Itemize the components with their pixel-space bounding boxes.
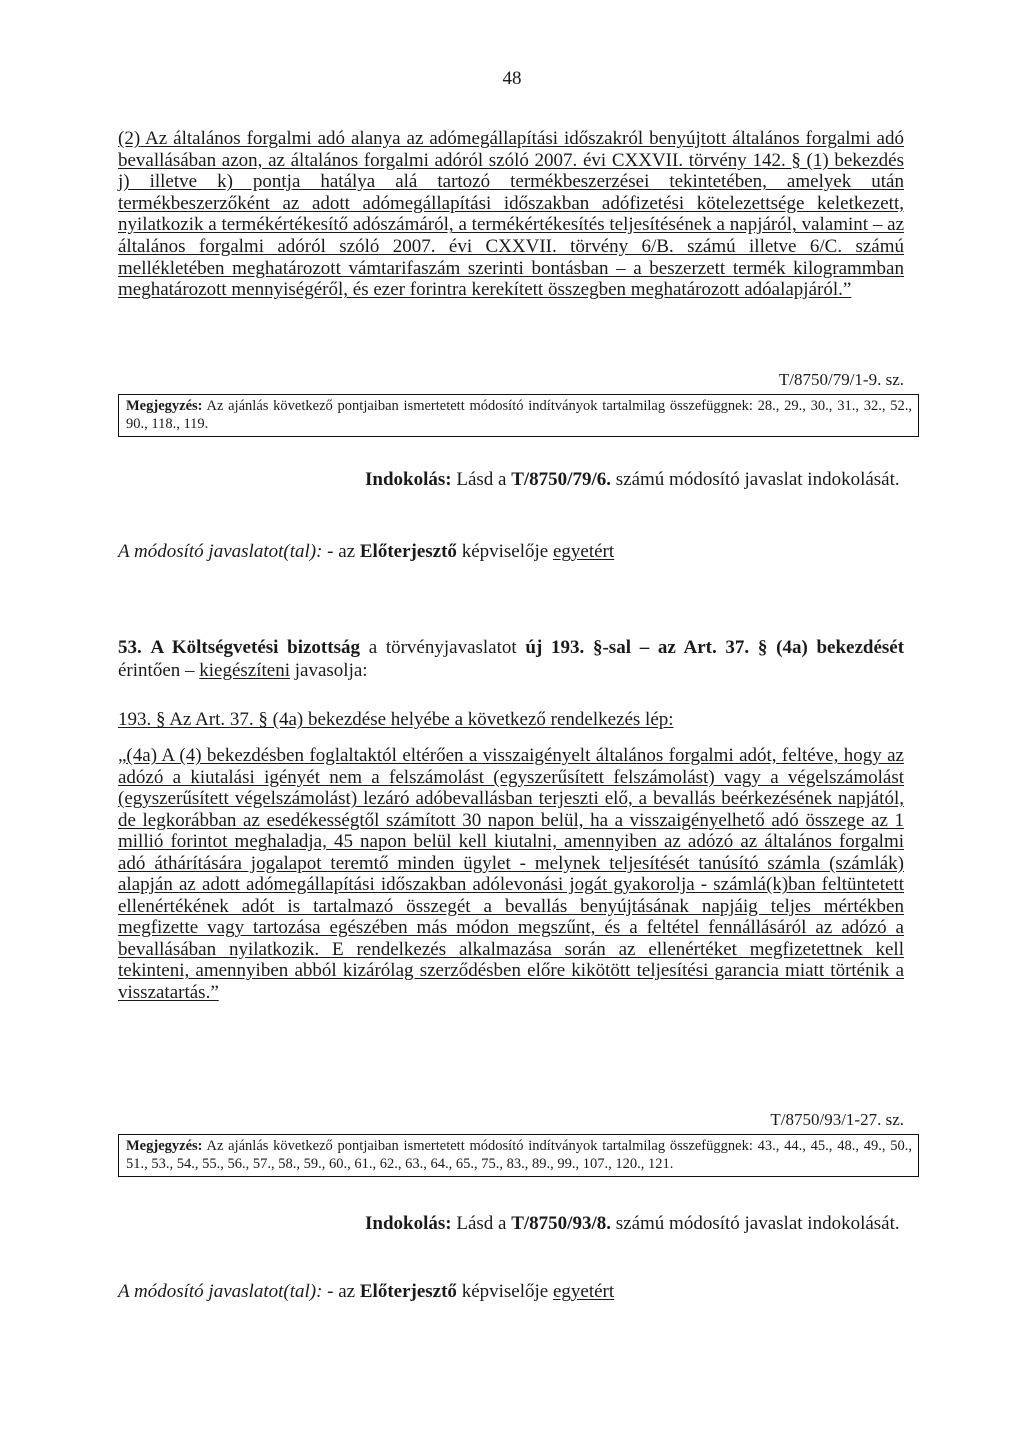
agreement-status-2: egyetért	[552, 1281, 615, 1302]
reference-number-2: T/8750/93/1-27. sz.	[770, 1110, 904, 1129]
note-label-2: Megjegyzés:	[126, 1138, 203, 1154]
paragraph-number: (2)	[118, 128, 141, 149]
item-verb: kiegészíteni	[199, 660, 291, 681]
agreement-label-2: A módosító javaslatot(tal):	[118, 1281, 323, 1302]
agreement-text-2: képviselője	[461, 541, 549, 562]
note-box	[118, 394, 919, 437]
paragraph-2	[118, 128, 904, 301]
committee-name: A Költségvetési bizottság	[150, 637, 360, 658]
note-label: Megjegyzés:	[126, 398, 203, 414]
agreement-presenter-2: Előterjesztő	[359, 1281, 457, 1302]
reference-number: T/8750/79/1-9. sz.	[778, 370, 904, 389]
justification-text: Lásd a	[456, 469, 507, 490]
agreement-line	[118, 541, 614, 563]
item-text-2: érintően –	[118, 660, 195, 681]
agreement-status: egyetért	[552, 541, 615, 562]
note-text-2: Az ajánlás következő pontjaiban ismertetett módosító indítványok tartalmilag összefüggnek: 43., 44., 45., 48., 49., 50., 51., 53., 54., 55., 56., 57., 58., 59., 60., 61., 62., 63., 64., 65., 75., 83., 89., 99., 107., 120., 121.	[126, 1138, 912, 1172]
justification-label-2: Indokolás:	[365, 1213, 452, 1234]
justification-text-2: Lásd a	[456, 1213, 507, 1234]
justification-text-end-2: számú módosító javaslat indokolását.	[615, 1213, 900, 1234]
item-number: 53.	[118, 637, 142, 658]
agreement-text-3: - az	[327, 1281, 356, 1302]
agreement-text: - az	[327, 541, 356, 562]
item-text-1: a törvényjavaslatot	[368, 637, 517, 658]
justification-ref: T/8750/79/6.	[511, 469, 611, 490]
amended-text: „(4a) A (4) bekezdésben foglaltaktól eltérően a visszaigényelt általános forgalmi adót, feltéve, hogy az adózó a kiutalási igényét nem a felszámolást (egyszerűsített felszámolást) vagy a végelszámolást (egyszerűsített végelszámolást) lezáró adóbevallásban terjeszti elő, a bevallás beérkezésének napjától, de legkorábban az esedékességtől számított 30 napon belül, ha a visszaigényelhető adó összege az 1 millió forintot meghaladja, 45 napon belül kell kiutalni, amennyiben az adózó az általános forgalmi adó áthárítására jogalapot teremtő minden ügylet - melynek teljesítését tanúsító számla (számlák) alapján az adott adómegállapítási időszakban adólevonási jogát gyakorolja - számlá(k)ban feltüntetett ellenértékének adót is tartalmazó összegét a bevallás benyújtásának napjáig teljes mértékben megfizette vagy tartozása egészében más módon megszűnt, és a feltétel fennállásáról az adózó a bevallásában nyilatkozik. E rendelkezés alkalmazása során az ellenértéket megfizetettnek kell tekinteni, amennyiben abból kizárólag szerződésben előre kikötött teljesítési garancia miatt történik a visszatartás.”	[118, 745, 904, 1003]
note-text: Az ajánlás következő pontjaiban ismertetett módosító indítványok tartalmilag összefüggnek: 28., 29., 30., 31., 32., 52., 90., 118., 119.	[126, 398, 912, 432]
item-paragraph: § (4a) bekezdését	[757, 637, 905, 658]
agreement-line-2	[118, 1281, 614, 1303]
item-text-3: javasolja:	[294, 660, 368, 681]
justification	[365, 469, 905, 491]
justification-2	[365, 1213, 905, 1235]
note-box-2	[118, 1134, 919, 1177]
paragraph-text: Az általános forgalmi adó alanya az adómegállapítási időszakról benyújtott általános forgalmi adó bevallásában azon, az általános forgalmi adóról szóló 2007. évi CXXVII. törvény 142. § (1) bekezdés j) illetve k) pontja hatálya alá tartozó termékbeszerzései tekintetében, amelyek után termékbeszerzőként az adott adómegállapítási időszakban adófizetési kötelezettsége keletkezett, nyilatkozik a termékértékesítő adószámáról, a termékértékesítés teljesítésének a napjáról, valamint – az általános forgalmi adóról szóló 2007. évi CXXVII. törvény 6/B. számú illetve 6/C. számú mellékletében meghatározott vámtarifaszám szerinti bontásban – a beszerzett termék kilogrammban meghatározott mennyiségéről, és ezer forintra kerekített összegben meghatározott adóalapjáról.”	[118, 128, 904, 301]
agreement-presenter: Előterjesztő	[359, 541, 457, 562]
section-title: 193. § Az Art. 37. § (4a) bekezdése helyébe a következő rendelkezés lép:	[118, 709, 674, 730]
item-article: §-sal – az Art. 37.	[592, 637, 750, 658]
item-53-heading	[118, 636, 904, 682]
agreement-label: A módosító javaslatot(tal):	[118, 541, 323, 562]
justification-ref-2: T/8750/93/8.	[511, 1213, 611, 1234]
justification-text-end: számú módosító javaslat indokolását.	[615, 469, 900, 490]
page-number: 48	[502, 68, 522, 89]
agreement-text-4: képviselője	[461, 1281, 549, 1302]
justification-label: Indokolás:	[365, 469, 452, 490]
item-new-section: új 193.	[525, 637, 585, 658]
